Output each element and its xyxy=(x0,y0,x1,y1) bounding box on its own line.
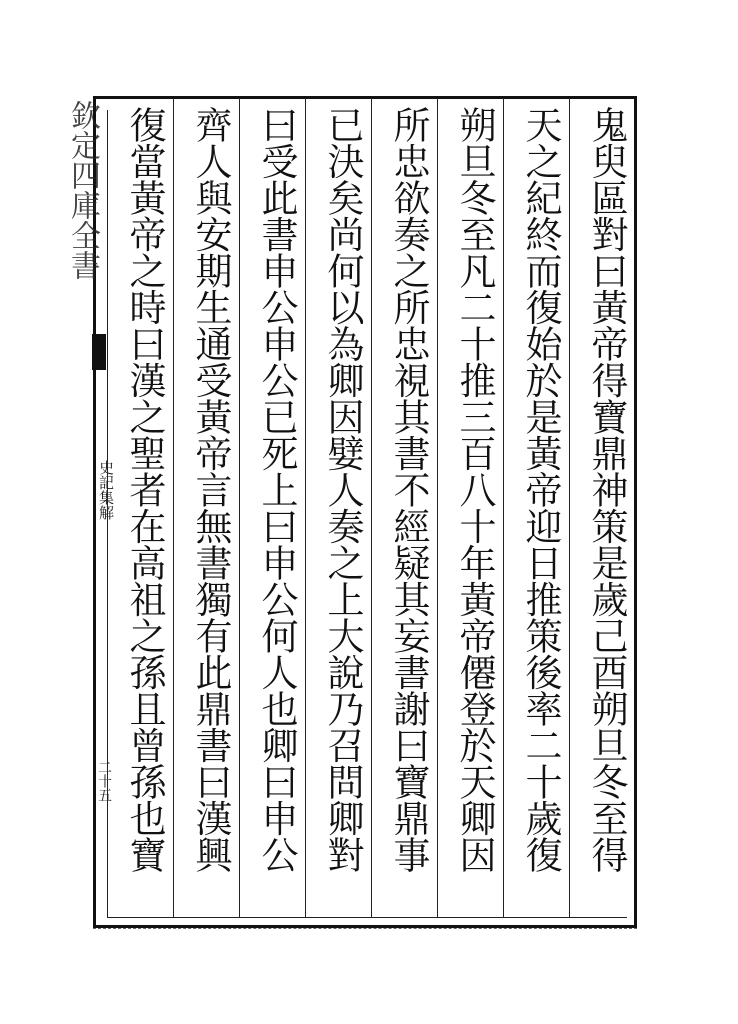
text-column-7: 齊人與安期生通受黃帝言無書獨有此鼎書曰漢興 xyxy=(189,106,232,873)
text-column-4: 所忠欲奏之所忠視其書不經疑其妄書謝曰寶鼎事 xyxy=(387,106,430,873)
column-rule xyxy=(305,98,306,918)
text-column-3: 朔旦冬至凡二十推三百八十年黃帝僊登於天卿因 xyxy=(453,106,496,873)
fishtail-mark xyxy=(92,334,106,370)
column-rule xyxy=(239,98,240,918)
column-rule xyxy=(503,98,504,918)
bottom-rule xyxy=(93,928,637,929)
column-rule xyxy=(173,98,174,918)
column-rule xyxy=(371,98,372,918)
text-column-1: 鬼臾區對曰黃帝得寶鼎神策是歲己酉朔旦冬至得 xyxy=(585,106,628,873)
column-rule xyxy=(437,98,438,918)
column-rule xyxy=(569,98,570,918)
book-title: 史記集解 xyxy=(97,460,115,520)
text-column-5: 已決矣尚何以為卿因嬖人奏之上大說乃召問卿對 xyxy=(321,106,364,873)
page-number: 二十五 xyxy=(96,760,112,802)
text-column-8: 復當黃帝之時曰漢之聖者在高祖之孫且曾孫也寶 xyxy=(123,106,166,873)
text-column-2: 天之紀終而復始於是黃帝迎日推策後率二十歲復 xyxy=(519,106,562,873)
spine-title: 欽定四庫全書 xyxy=(65,100,100,280)
text-column-6: 曰受此書申公申公已死上曰申公何人也卿曰申公 xyxy=(255,106,298,873)
